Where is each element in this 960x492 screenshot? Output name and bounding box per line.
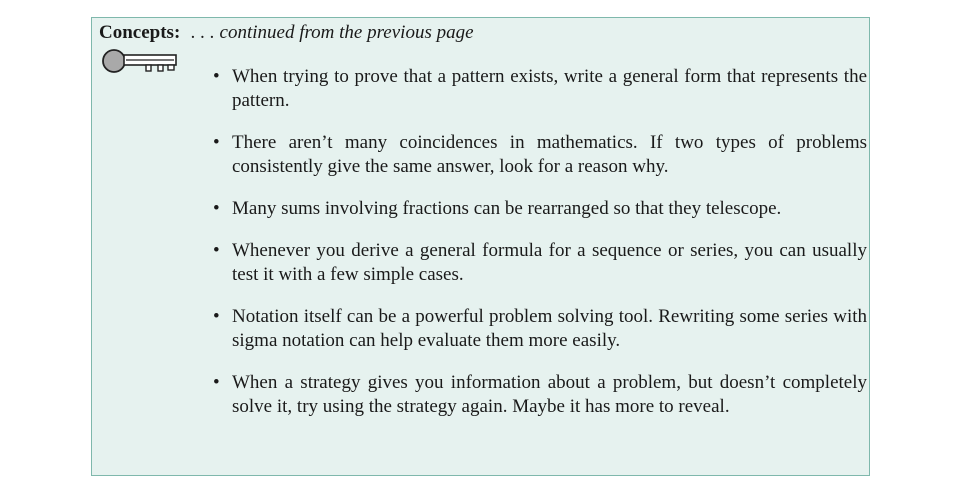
bullet-text: When trying to prove that a pattern exists, write a general form that represents the pattern. xyxy=(232,66,867,111)
list-item xyxy=(213,239,867,287)
bullet-icon: • xyxy=(213,306,220,327)
list-item xyxy=(213,65,867,113)
bullet-icon: • xyxy=(213,132,220,153)
list-item xyxy=(213,305,867,353)
key-icon xyxy=(100,49,180,73)
bullet-text: When a strategy gives you information about a problem, but doesn’t completely solve it, try using the strategy again. Maybe it has more to reveal. xyxy=(232,372,867,417)
bullet-text: Notation itself can be a powerful problem solving tool. Rewriting some series with sigma notation can help evaluate them more easily. xyxy=(232,306,867,351)
list-item xyxy=(213,371,867,419)
bullet-text: Whenever you derive a general formula for a sequence or series, you can usually test it with a few simple cases. xyxy=(232,240,867,285)
bullet-icon: • xyxy=(213,240,220,261)
concepts-label: Concepts: xyxy=(99,22,181,43)
bullet-icon: • xyxy=(213,198,220,219)
bullet-icon: • xyxy=(213,66,220,87)
list-item xyxy=(213,131,867,179)
list-item xyxy=(213,197,867,221)
concepts-header xyxy=(99,21,474,45)
concepts-box xyxy=(91,17,870,476)
continued-note: . . . continued from the previous page xyxy=(191,22,474,43)
bullet-text: Many sums involving fractions can be rearranged so that they telescope. xyxy=(232,198,782,219)
concepts-list xyxy=(213,65,867,437)
bullet-icon: • xyxy=(213,372,220,393)
bullet-text: There aren’t many coincidences in mathematics. If two types of problems consistently give the same answer, look for a reason why. xyxy=(232,132,867,177)
